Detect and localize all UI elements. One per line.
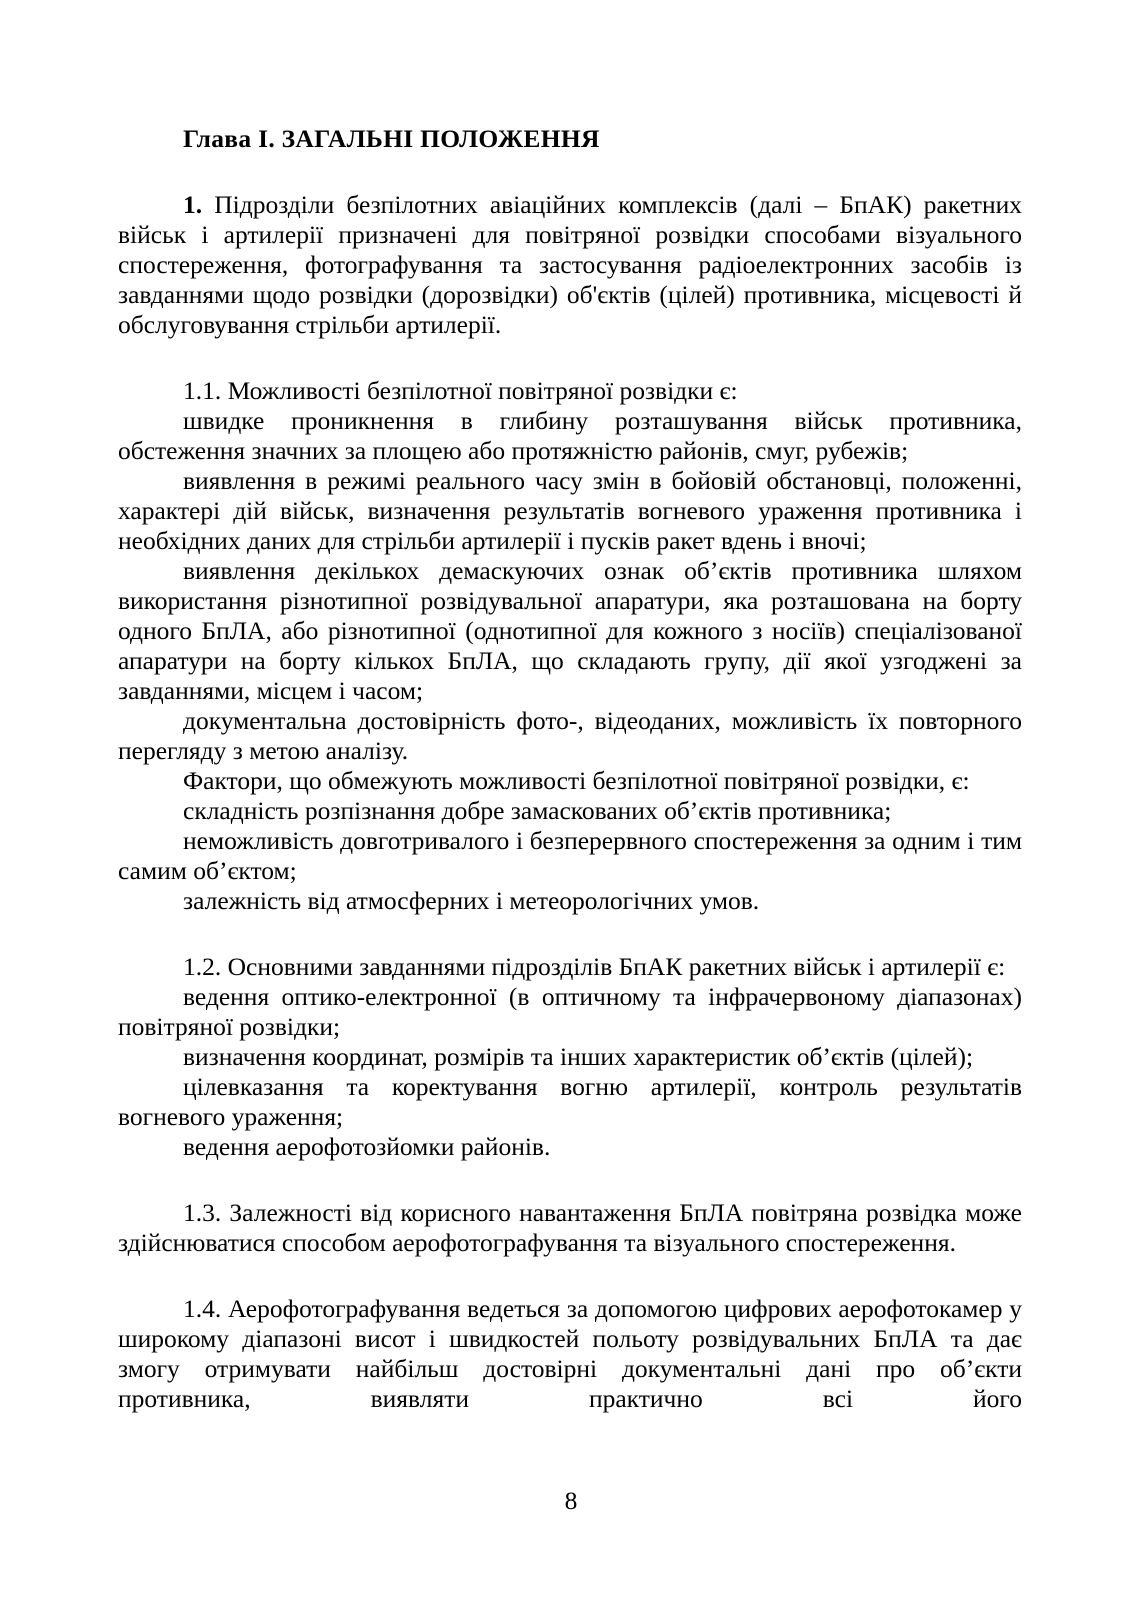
page-number: 8 [564,1486,578,1515]
clause-1-2-item-optical-electronic-recon: ведення оптико-електронної (в оптичному та інфрачервоному діапазонах) повітряної розвідки; [118,982,1022,1041]
clause-1-3: 1.3. Залежності від корисного навантаження БпЛА повітряна розвідка може здійснюватися способом аерофотографування та візуального спостереження. [118,1198,1022,1257]
clause-1-1-item-documentary-reliability: документальна достовірність фото-, відеоданих, можливість їх повторного перегляду з метою аналізу. [118,706,1022,765]
clause-1-2-item-coordinates-determination: визначення координат, розмірів та інших характеристик об’єктів (цілей); [183,1042,974,1071]
clause-1-1-item-unmasking-signs: виявлення декількох демаскуючих ознак об’єктів противника шляхом використання різнотипної розвідувальної апаратури, яка розташована на борту одного БпЛА, або різнотипної (однотипної для кожного з носіїв) спеціалізованої апаратури на борту кількох БпЛА, що складають групу, дії якої узгоджені за завданнями, місцем і часом; [118,556,1022,705]
clause-1-1-item-quick-penetration: швидке проникнення в глибину розташування військ противника, обстеження значних за площею або протяжністю районів, смуг, рубежів; [118,406,1022,465]
clause-1-4: 1.4. Аерофотографування ведеться за допомогою цифрових аерофотокамер у широкому діапазоні висот і швидкостей польоту розвідувальних БпЛА та дає змогу отримувати найбільш достовірні документальні дані про об’єкти противника, виявляти практично всі його [118,1294,1022,1413]
clause-1-2-heading: 1.2. Основними завданнями підрозділів БпАК ракетних військ і артилерії є: [183,952,1006,981]
clause-1-1-item-realtime-detection: виявлення в режимі реального часу змін в бойовій обстановці, положенні, характері дій військ, визначення результатів вогневого ураження противника і необхідних даних для стрільби артилерії і пусків ракет вдень і вночі; [118,466,1022,555]
clause-1-2-item-target-designation: цілевказання та коректування вогню артилерії, контроль результатів вогневого ураження; [118,1072,1022,1131]
paragraph-1-number: 1. [183,190,203,219]
chapter-heading: Глава I. ЗАГАЛЬНІ ПОЛОЖЕННЯ [183,124,600,153]
clause-1-1-factor-weather-dependence: залежність від атмосферних і метеорологічних умов. [183,886,760,915]
clause-1-1-factor-recognition-difficulty: складність розпізнання добре замаскованих об’єктів противника; [183,796,892,825]
paragraph-1-text: Підрозділи безпілотних авіаційних комплексів (далі – БпАК) ракетних військ і артилерії призначені для повітряної розвідки способами візуального спостереження, фотографування та застосування радіоелектронних засобів із завданнями щодо розвідки (дорозвідки) об'єктів (цілей) противника, місцевості й обслуговування стрільби артилерії. [118,190,1022,339]
clause-1-1-heading: 1.1. Можливості безпілотної повітряної розвідки є: [183,376,738,405]
clause-1-1-limiting-factors-heading: Фактори, що обмежують можливості безпілотної повітряної розвідки, є: [183,766,970,795]
clause-1-2-item-aerial-photography-of-areas: ведення аерофотозйомки районів. [183,1132,551,1161]
paragraph-1 [118,190,1022,340]
clause-1-1-factor-no-continuous-observation: неможливість довготривалого і безперервного спостереження за одним і тим самим об’єктом; [118,826,1022,885]
